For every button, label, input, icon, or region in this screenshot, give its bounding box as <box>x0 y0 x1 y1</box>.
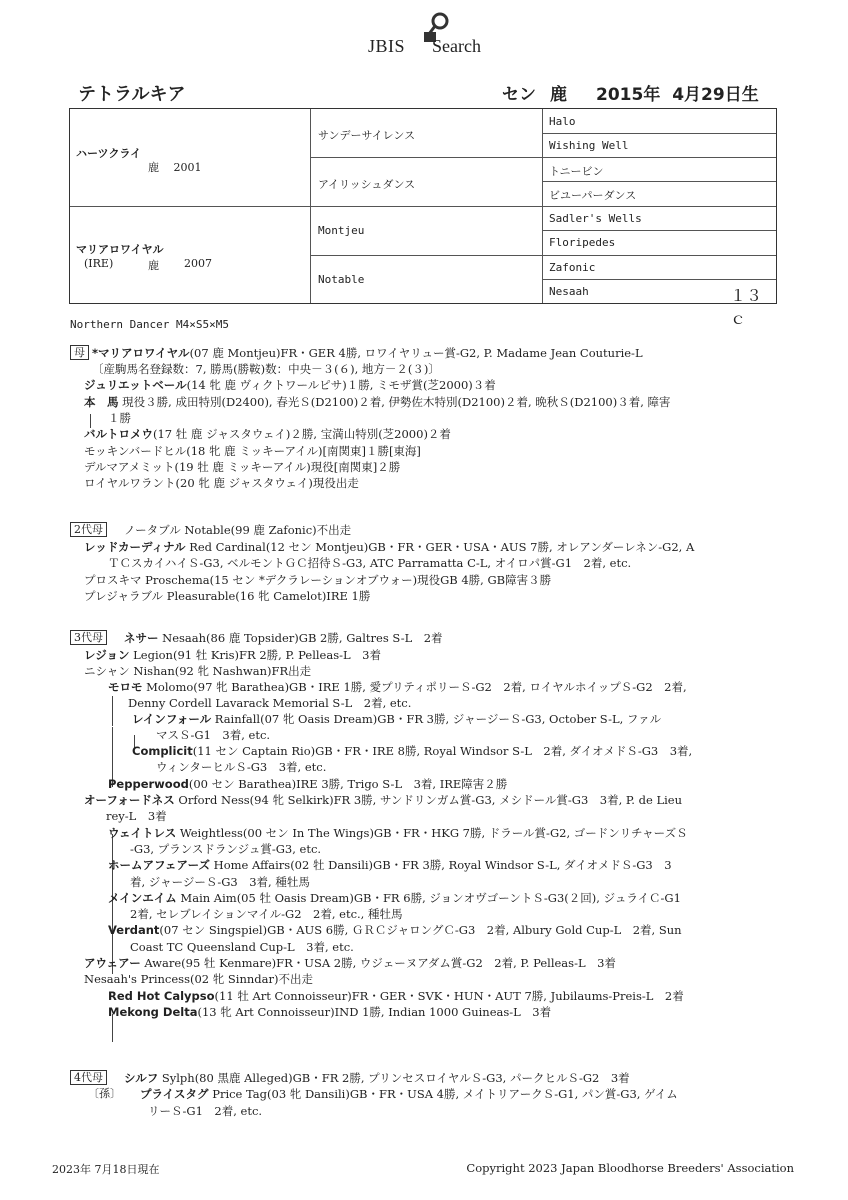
family-line-detail: (11 牡 Art Connoisseur)FR・GER・SVK・HUN・AUT 7勝, Jubilaums-Preis-L 2着 <box>214 989 684 1003</box>
family-horse-name[interactable]: Red Hot Calypso <box>108 989 215 1003</box>
gen3-8[interactable]: Nesaah <box>549 285 589 298</box>
family-line <box>108 890 681 906</box>
family-number: １３ｃ <box>730 286 763 328</box>
gen2-sire-dam[interactable]: アイリッシュダンス <box>318 178 416 191</box>
family-line <box>84 426 451 442</box>
family-line-detail: Rainfall(07 牝 Oasis Dream)GB・FR 3勝, ジャージーＳ-G3, October S-L, ファル <box>211 712 662 726</box>
family-line <box>108 825 688 841</box>
family-line-detail: Legion(91 牡 Kris)FR 2勝, P. Pelleas-L 3着 <box>129 648 381 662</box>
family-line: Denny Cordell Lavarack Memorial S-L 2着, etc. <box>128 696 412 710</box>
family-horse-name[interactable]: バルトロメウ <box>84 427 153 441</box>
gen3-4[interactable]: ビユーパーダンス <box>549 189 637 202</box>
family-line <box>108 1004 551 1020</box>
sire-info: 鹿 2001 <box>148 161 202 174</box>
family-line: -G3, プランスドランジュ賞-G3, etc. <box>130 842 322 856</box>
family-line <box>140 1086 678 1102</box>
family-line: マスＳ-G1 3着, etc. <box>156 728 271 742</box>
family-horse-name[interactable]: Pepperwood <box>108 777 189 791</box>
family-line <box>132 743 692 759</box>
family-line: リーＳ-G1 2着, etc. <box>148 1104 263 1118</box>
gen3-1[interactable]: Halo <box>549 115 576 128</box>
family-line-detail: Nesaah(86 鹿 Topsider)GB 2勝, Galtres S-L 2着 <box>158 631 443 645</box>
horse-sex: セン <box>502 85 536 105</box>
family-line <box>84 792 682 808</box>
family-line <box>108 857 672 873</box>
fourth-dam-label: 4代母 <box>70 1070 107 1085</box>
family-line-detail: (00 セン Barathea)IRE 3勝, Trigo S-L 3着, IRE障害２勝 <box>188 777 508 791</box>
family-horse-name[interactable]: ネサー <box>124 631 159 645</box>
family-line: ロイヤルワラント(20 牝 鹿 ジャスタウェイ)現役出走 <box>84 476 359 490</box>
family-line-detail: Aware(95 牡 Kenmare)FR・USA 2勝, ウジェーヌアダム賞-G2 2着, P. Pelleas-L 3着 <box>140 956 616 970</box>
family-line <box>84 955 616 971</box>
family-line <box>84 647 381 663</box>
family-horse-name[interactable]: シルフ <box>124 1071 159 1085</box>
family-line-detail: Weightless(00 セン In The Wings)GB・FR・HKG 7勝, ドラール賞-G2, ゴードンリチャーズＳ <box>176 826 688 840</box>
third-dam-label: 3代母 <box>70 630 107 645</box>
family-line-detail: (11 セン Captain Rio)GB・FR・IRE 8勝, Royal Windsor S-L 2着, ダイオメドＳ-G3 3着, <box>192 744 693 758</box>
family-line <box>84 539 694 555</box>
family-line: プロスキマ Proschema(15 セン *デクラレーションオブウォー)現役GB 4勝, GB障害３勝 <box>84 573 552 587</box>
family-line: Nesaah's Princess(02 牝 Sinndar)不出走 <box>84 972 313 986</box>
horse-header <box>78 80 778 106</box>
family-line: プレジャラブル Pleasurable(16 牝 Camelot)IRE 1勝 <box>84 589 371 603</box>
gen2-dam-dam[interactable]: Notable <box>318 273 365 286</box>
inbreeding-note: Northern Dancer M4×S5×M5 <box>70 318 229 331</box>
family-line-detail: (13 牝 Art Connoisseur)IND 1勝, Indian 1000 Guineas-L 3着 <box>197 1005 552 1019</box>
second-dam-label: 2代母 <box>70 522 107 537</box>
gen3-7[interactable]: Zafonic <box>549 261 596 274</box>
family-horse-name[interactable]: レジョン <box>84 648 130 662</box>
jbis-search-logo[interactable] <box>368 10 498 56</box>
family-line: １勝 <box>108 411 131 425</box>
family-line: モッキンバードヒル(18 牝 鹿 ミッキーアイル)[南関東]１勝[東海] <box>84 444 421 458</box>
family-horse-name[interactable]: ジュリエットベール <box>84 378 187 392</box>
family-line-detail: Price Tag(03 牝 Dansili)GB・FR・USA 4勝, メイトリアークＳ-G1, パン賞-G3, ゲイム <box>208 1087 678 1101</box>
dam-label: 母 <box>70 345 89 360</box>
family-horse-name[interactable]: Verdant <box>108 923 160 937</box>
family-line <box>108 679 687 695</box>
family-line: デルマアメミット(19 牡 鹿 ミッキーアイル)現役[南関東]２勝 <box>84 460 401 474</box>
grandchild-label: 〔孫〕 <box>88 1087 121 1100</box>
footer-date: 2023年 7月18日現在 <box>52 1163 160 1176</box>
family-line-detail: (07 鹿 Montjeu)FR・GER 4勝, ロワイヤリュー賞-G2, P. Madame Jean Couturie-L <box>189 346 643 360</box>
family-horse-name[interactable]: アウェアー <box>84 956 141 970</box>
family-line-detail: Molomo(97 牝 Barathea)GB・IRE 1勝, 愛プリティポリーＳ-G2 2着, ロイヤルホイップＳ-G2 2着, <box>142 680 687 694</box>
family-line <box>124 630 443 646</box>
family-horse-name[interactable]: レッドカーディナル <box>84 540 186 554</box>
family-line-detail: Home Affairs(02 牡 Dansili)GB・FR 3勝, Royal Windsor S-L, ダイオメドＳ-G3 3 <box>210 858 672 872</box>
family-line-detail: (17 牡 鹿 ジャスタウェイ)２勝, 宝満山特別(芝2000)２着 <box>153 427 451 441</box>
gen3-3[interactable]: トニービン <box>549 165 604 178</box>
family-line: Coast TC Queensland Cup-L 3着, etc. <box>130 940 354 954</box>
sire-name[interactable]: ハーツクライ <box>76 147 142 160</box>
family-horse-name[interactable]: 本 馬 <box>84 395 119 409</box>
gen3-2[interactable]: Wishing Well <box>549 139 629 152</box>
family-horse-name[interactable]: Mekong Delta <box>108 1005 198 1019</box>
family-horse-name[interactable]: プライスタグ <box>140 1087 209 1101</box>
family-line <box>84 377 496 393</box>
family-line: ニシャン Nishan(92 牝 Nashwan)FR出走 <box>84 664 312 678</box>
family-horse-name[interactable]: ホームアフェアーズ <box>108 858 211 872</box>
family-line-detail: Red Cardinal(12 セン Montjeu)GB・FR・GER・USA・AUS 7勝, オレアンダーレネン-G2, A <box>185 540 695 554</box>
family-line: ＴＣスカイハイＳ-G3, ベルモントＧＣ招待Ｓ-G3, ATC Parramatta C-L, オイロパ賞-G1 2着, etc. <box>108 556 632 570</box>
horse-color: 鹿 <box>550 85 567 105</box>
family-line <box>92 345 643 361</box>
family-line <box>108 988 684 1004</box>
family-line-detail: Main Aim(05 牡 Oasis Dream)GB・FR 6勝, ジョンオヴゴーントＳ-G3(２回), ジュライＣ-G1 <box>176 891 681 905</box>
family-line <box>108 776 507 792</box>
family-horse-name[interactable]: モロモ <box>108 680 143 694</box>
logo-jbis-text: JBIS <box>368 36 406 56</box>
family-horse-name[interactable]: ウェイトレス <box>108 826 177 840</box>
dam-country: (IRE) <box>84 257 114 270</box>
dam-name[interactable]: マリアロワイヤル <box>76 243 164 256</box>
family-line <box>108 922 682 938</box>
family-line-detail: Orford Ness(94 牝 Selkirk)FR 3勝, サンドリンガム賞-G3, メシドール賞-G3 3着, P. de Lieu <box>174 793 682 807</box>
family-line-detail: 現役３勝, 成田特別(D2400), 春光Ｓ(D2100)２着, 伊勢佐木特別(D2100)２着, 晩秋Ｓ(D2100)３着, 障害 <box>118 395 671 409</box>
family-line-detail: Sylph(80 黒鹿 Alleged)GB・FR 2勝, プリンセスロイヤルＳ-G3, パークヒルＳ-G2 3着 <box>158 1071 630 1085</box>
family-line: 〔産駒馬名登録数：7, 勝馬(勝鞍)数：中央－３(６), 地方－２(３)〕 <box>92 362 440 376</box>
family-line-detail: (07 セン Singspiel)GB・AUS 6勝, ＧＲＣジャロングＣ-G3 2着, Albury Gold Cup-L 2着, Sun <box>159 923 682 937</box>
footer-copyright: Copyright 2023 Japan Bloodhorse Breeders' Association <box>466 1161 794 1175</box>
family-horse-name[interactable]: *マリアロワイヤル <box>92 346 190 360</box>
family-line <box>124 1070 630 1086</box>
gen3-6[interactable]: Floripedes <box>549 236 616 249</box>
family-horse-name[interactable]: レインフォール <box>132 712 212 726</box>
family-line: rey-L 3着 <box>106 809 167 823</box>
horse-birthdate: 2015年 4月29日生 <box>596 85 759 105</box>
family-line: ウィンターヒルＳ-G3 3着, etc. <box>156 760 327 774</box>
gen2-sire-sire[interactable]: サンデーサイレンス <box>318 129 416 142</box>
family-horse-name[interactable]: Complicit <box>132 744 193 758</box>
family-horse-name[interactable]: メインエイム <box>108 891 177 905</box>
horse-name: テトラルキア <box>78 84 186 105</box>
gen3-5[interactable]: Sadler's Wells <box>549 212 642 225</box>
family-line: 2着, セレブレイションマイル-G2 2着, etc., 種牡馬 <box>130 907 403 921</box>
gen2-dam-sire[interactable]: Montjeu <box>318 224 365 237</box>
logo-search-text: Search <box>432 36 481 56</box>
family-line: ノータブル Notable(99 鹿 Zafonic)不出走 <box>124 523 352 537</box>
dam-color: 鹿 <box>148 259 159 272</box>
family-horse-name[interactable]: オーフォードネス <box>84 793 175 807</box>
family-line: 着, ジャージーＳ-G3 3着, 種牡馬 <box>130 875 310 889</box>
family-line <box>132 711 661 727</box>
dam-year: 2007 <box>184 257 212 270</box>
family-line <box>84 394 671 410</box>
family-line-detail: (14 牝 鹿 ヴィクトワールピサ)１勝, ミモザ賞(芝2000)３着 <box>186 378 496 392</box>
